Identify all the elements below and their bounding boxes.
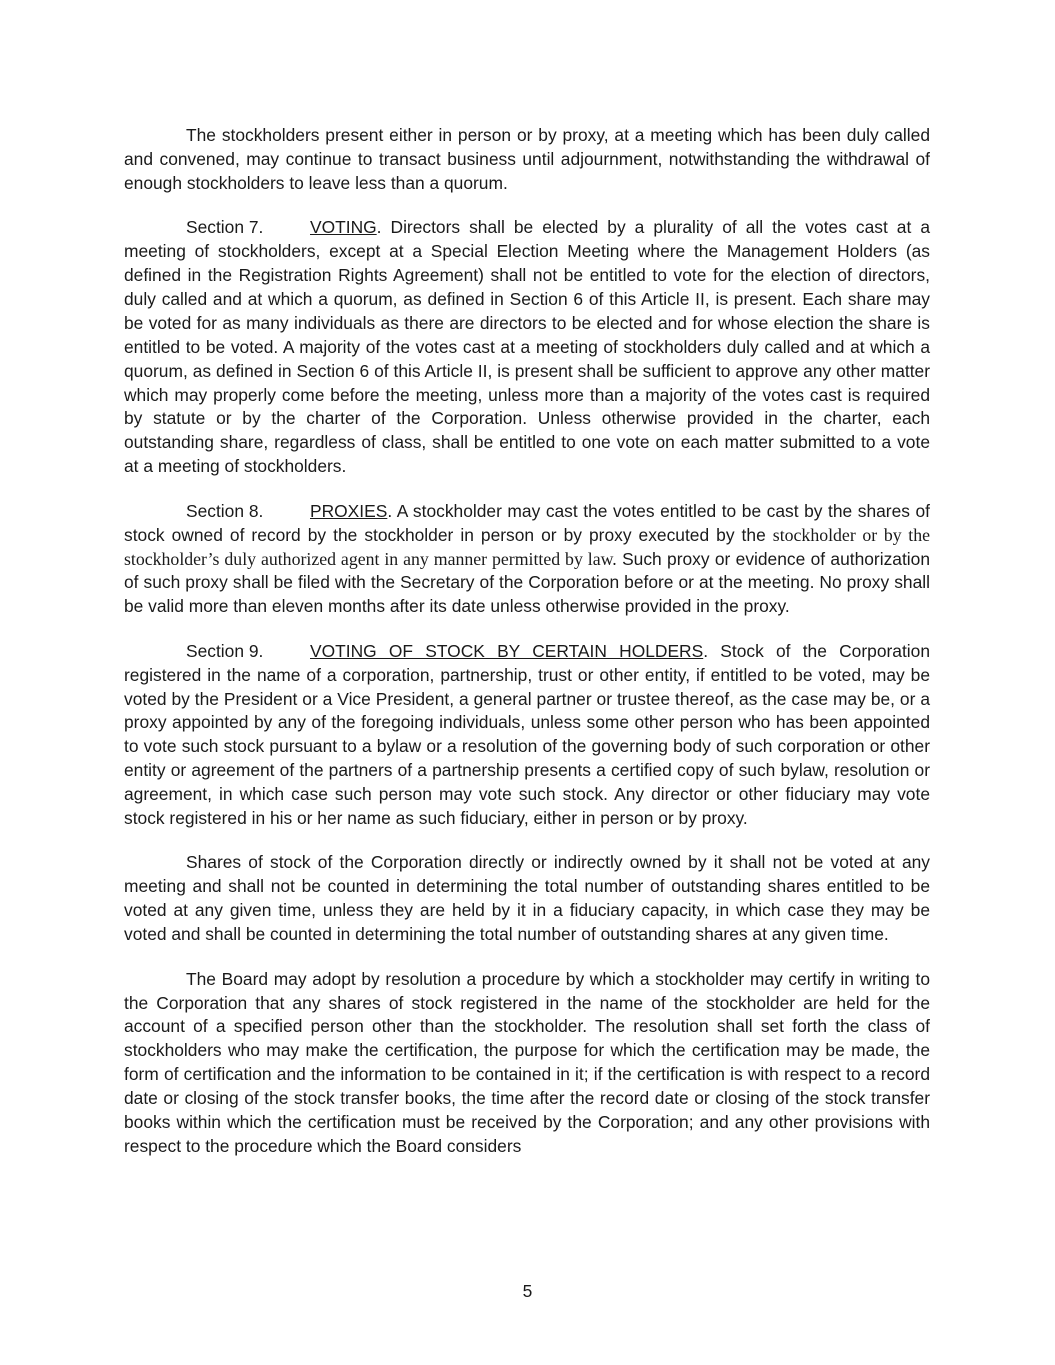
section-body: . A stockholder may cast the votes entitled to be cast by the shares of stock owned of record by the stockholder in person or by proxy executed by the [124,500,930,545]
section-body: Such proxy or evidence of authorization of such proxy shall be filed with the Secretary of the Corporation before or at the meeting. No proxy shall be valid more than eleven months after its date unless otherwise provided in the proxy. [124,548,930,617]
page-number: 5 [522,1281,533,1301]
section-8-proxies [124,500,930,620]
section-body: . Directors shall be elected by a plurality of all the votes cast at a meeting of stockholders, except at a Special Election Meeting where the Management Holders (as defined in the Registration Rights Agreement) shall not be entitled to vote for the election of directors, duly called and at which a quorum, as defined in Section 6 of this Article II, is present. Each share may be voted for as many individuals as there are directors to be elected and for whose election the share is entitled to be voted. A majority of the votes cast at a meeting of stockholders duly called and at which a quorum, as defined in Section 6 of this Article II, is present shall be sufficient to approve any other matter which may properly come before the meeting, unless more than a majority of the votes cast is required by statute or by the charter of the Corporation. Unless otherwise provided in the charter, each outstanding share, regardless of class, shall be entitled to one vote on each matter submitted to a vote at a meeting of stockholders. [124,217,930,477]
section-9-voting-of-stock [124,640,930,831]
paragraph-adjournment: The stockholders present either in person or by proxy, at a meeting which has been duly called and convened, may continue to transact business until adjournment, notwithstanding the withdrawal of enough stockholders to leave less than a quorum. [124,125,930,193]
section-label: Section 8. [186,500,264,521]
section-body: . Stock of the Corporation registered in the name of a corporation, partnership, trust or other entity, if entitled to be voted, may be voted by the President or a Vice President, a general partner or trustee thereof, as the case may be, or a proxy appointed by any of the foregoing individuals, unless some other person who has been appointed to vote such stock pursuant to a bylaw or a resolution of the governing body of such corporation or other entity or agreement of the partners of a partnership presents a certified copy of such bylaw, resolution or agreement, in which case such person may vote such stock. Any director or other fiduciary may vote stock registered in his or her name as such fiduciary, either in person or by proxy. [124,640,930,829]
paragraph-certification-procedure: The Board may adopt by resolution a procedure by which a stockholder may certify in writing to the Corporation that any shares of stock registered in the name of the stockholder are held for the account of a specified person other than the stockholder. The resolution shall set forth the class of stockholders who may make the certification, the purpose for which the certification may be made, the form of certification and the information to be contained in it; if the certification is with respect to a record date or closing of the stock transfer books, the time after the record date or closing of the stock transfer books within which the certification must be received by the Corporation; and any other provisions with respect to the procedure which the Board considers [124,968,930,1156]
section-title: VOTING [310,217,377,238]
document-page [124,124,930,1179]
section-body-serif: stockholder or by the stockholder’s duly authorized agent in any manner permitted by law. [124,524,930,569]
section-title: PROXIES [310,500,388,521]
paragraph-owned-shares: Shares of stock of the Corporation directly or indirectly owned by it shall not be voted at any meeting and shall not be counted in determining the total number of outstanding shares entitled to be voted at any given time, unless they are held by it in a fiduciary capacity, in which case they may be voted and shall be counted in determining the total number of outstanding shares at any given time. [124,852,930,945]
section-title: VOTING OF STOCK BY CERTAIN HOLDERS [310,640,704,661]
section-label: Section 9. [186,640,264,661]
section-label: Section 7. [186,217,264,238]
section-7-voting [124,216,930,479]
